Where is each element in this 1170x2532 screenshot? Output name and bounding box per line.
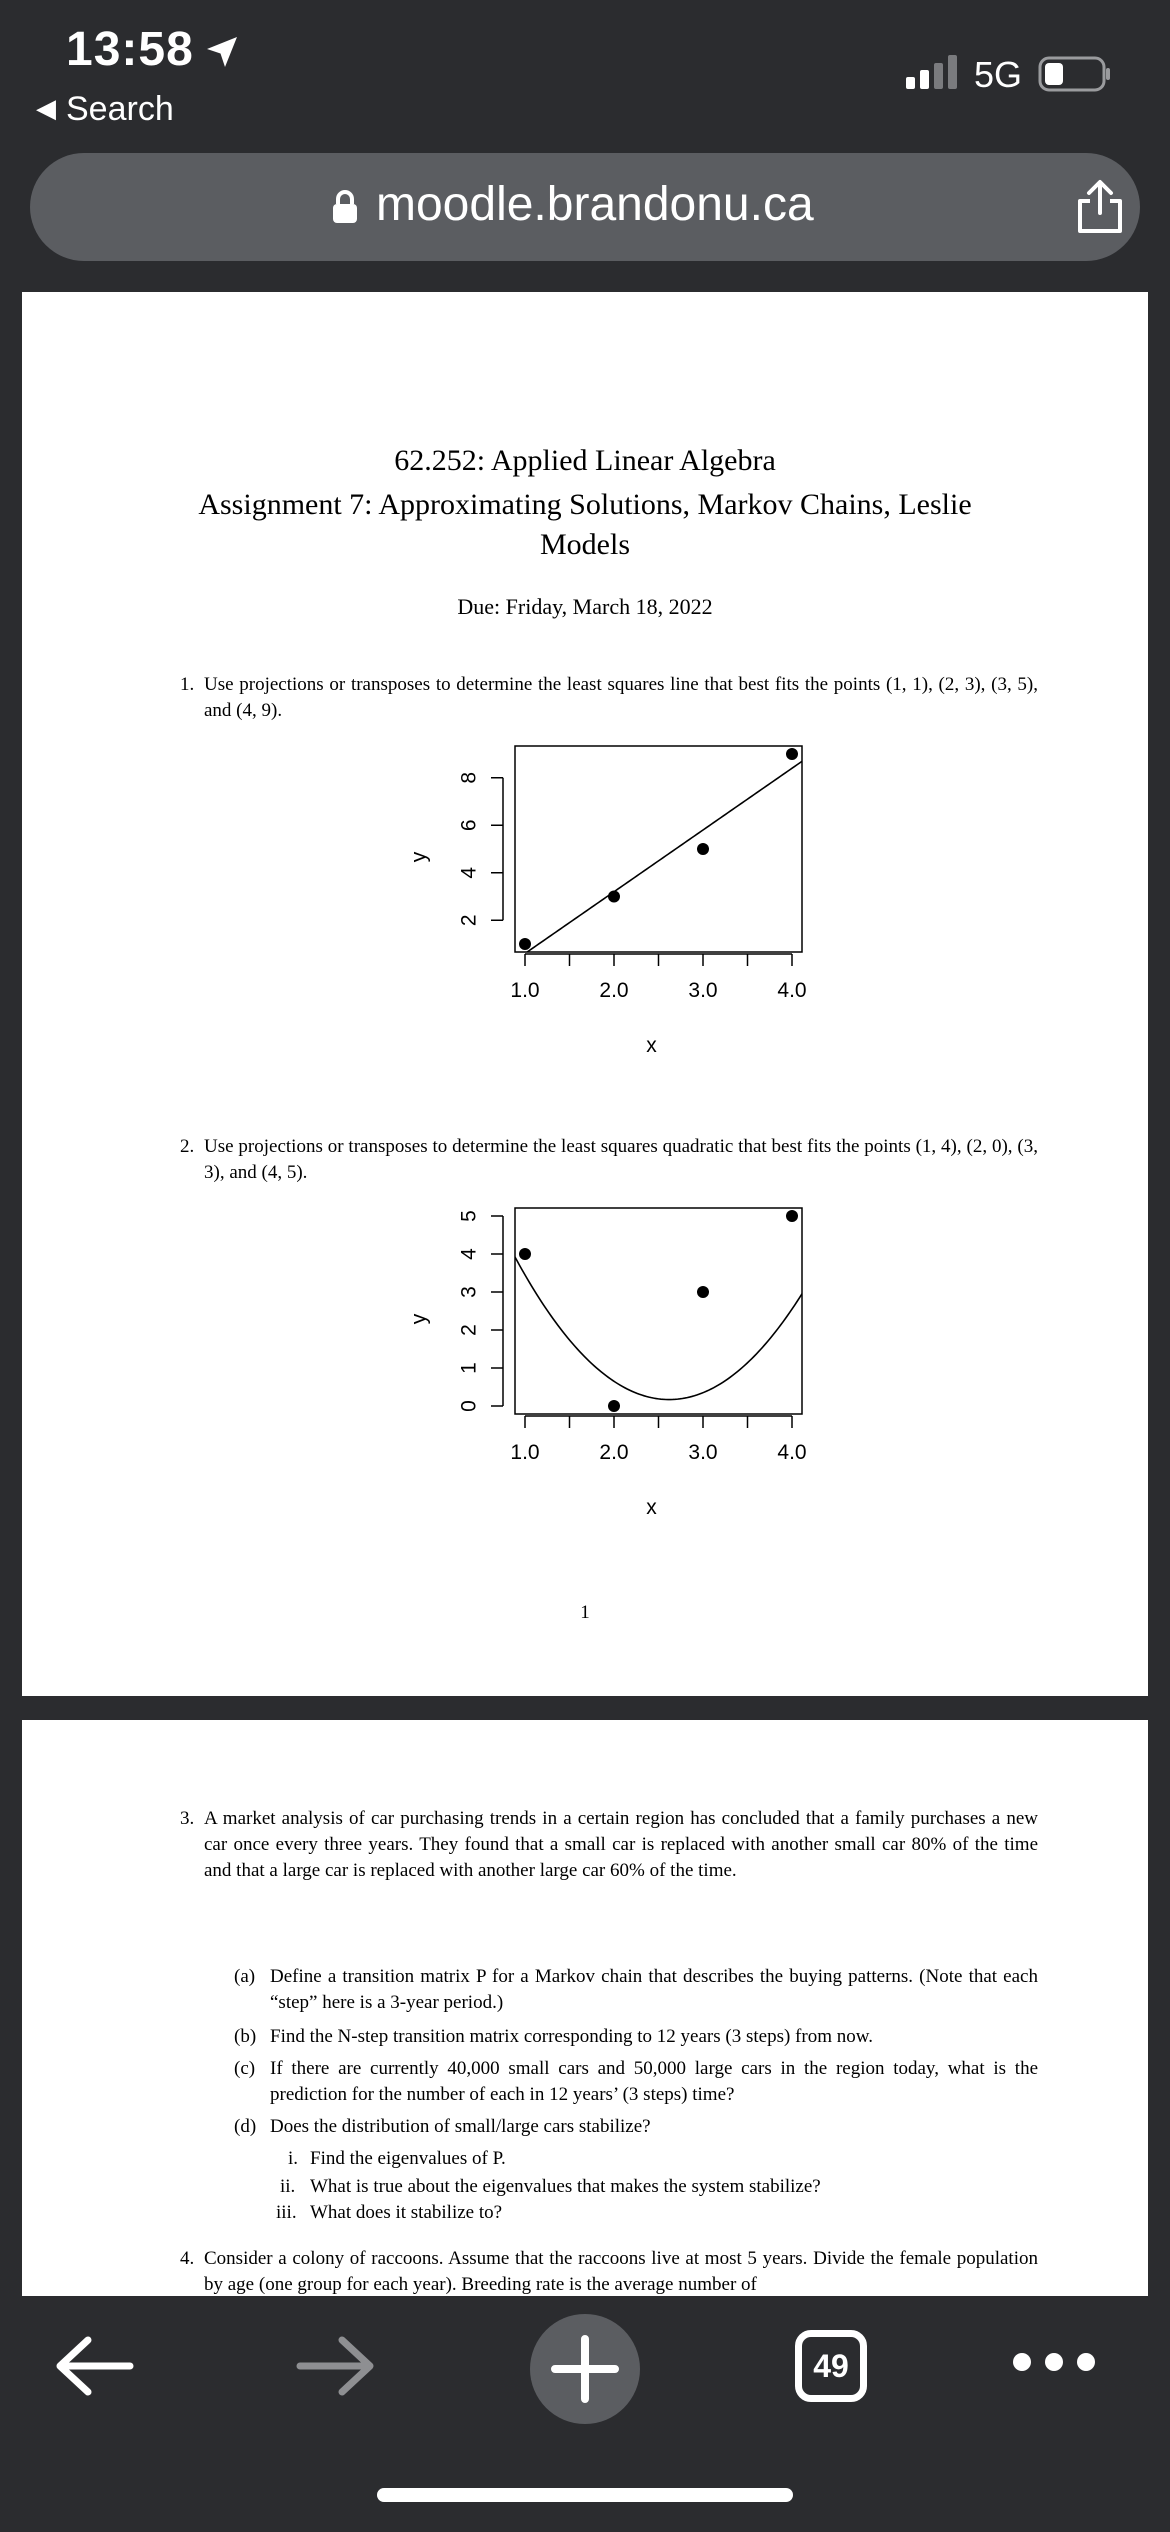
- problem-text: Use projections or transposes to determine the least squares quadratic that best fits the points (1, 4), (2, 0), (3, 3), and (4, 5).: [204, 1136, 1038, 1183]
- back-to-app-button[interactable]: [36, 90, 174, 129]
- x-tick-label: 3.0: [688, 1441, 718, 1464]
- problem-3d-i: [286, 2146, 1038, 2172]
- x-tick-label: 2.0: [599, 979, 629, 1002]
- part-label: (a): [234, 1966, 256, 1987]
- problem-number: 3.: [180, 1808, 195, 1829]
- battery-icon: [1038, 56, 1112, 92]
- lock-icon: [332, 190, 358, 224]
- new-tab-button[interactable]: [530, 2314, 640, 2424]
- y-tick-label: 5: [457, 1210, 481, 1222]
- plus-icon: [530, 2314, 640, 2424]
- url-text: moodle.brandonu.ca: [376, 178, 814, 231]
- y-tick-label: 2: [457, 914, 481, 927]
- part-text: If there are currently 40,000 small cars and 50,000 large cars in the region today, what is the prediction for the number of each in 12 years’ (3 steps) time?: [270, 2058, 1038, 2105]
- subpart-label: iii.: [276, 2202, 297, 2223]
- y-tick-label: 4: [457, 866, 481, 879]
- subpart-text: What is true about the eigenvalues that makes the system stabilize?: [310, 2176, 821, 2197]
- x-tick-label: 1.0: [510, 979, 540, 1002]
- x-tick-label: 3.0: [688, 979, 718, 1002]
- y-tick-label: 6: [457, 819, 481, 832]
- tabs-button[interactable]: 49: [795, 2330, 867, 2402]
- pdf-viewer[interactable]: [0, 290, 1170, 2296]
- y-tick-label: 3: [457, 1286, 481, 1298]
- location-arrow-icon: [204, 34, 240, 70]
- y-tick-label: 1: [457, 1362, 481, 1374]
- part-text: Does the distribution of small/large cars stabilize?: [270, 2116, 651, 2137]
- back-triangle-icon: ◀: [36, 93, 56, 123]
- more-icon[interactable]: [1004, 2342, 1104, 2382]
- page-number: 1: [580, 1602, 590, 1623]
- part-label: (c): [234, 2058, 256, 2079]
- problem-3b: [236, 2024, 1038, 2050]
- subpart-text: Find the eigenvalues of P.: [310, 2148, 506, 2169]
- signal-icon: [906, 55, 960, 91]
- problem-number: 2.: [180, 1136, 195, 1157]
- status-bar: [0, 0, 1170, 150]
- x-axis-label: x: [646, 1034, 657, 1057]
- problem-number: 1.: [180, 674, 195, 695]
- document-assignment-title: Assignment 7: Approximating Solutions, Markov Chains, Leslie Models: [198, 488, 972, 561]
- address-bar[interactable]: [30, 153, 1140, 261]
- back-arrow-icon[interactable]: [50, 2326, 140, 2406]
- status-time: 13:58: [66, 23, 194, 76]
- subpart-text: What does it stabilize to?: [310, 2202, 503, 2223]
- problem-3d-iii: [276, 2200, 1038, 2226]
- home-indicator[interactable]: [377, 2488, 793, 2502]
- document-course-title: 62.252: Applied Linear Algebra: [394, 444, 776, 477]
- x-axis-label: x: [646, 1496, 657, 1519]
- problem-text: Use projections or transposes to determine the least squares line that best fits the points (1, 1), (2, 3), (3, 5), and (4, 9).: [204, 674, 1038, 721]
- problem-4: [180, 2246, 1038, 2296]
- part-text: Define a transition matrix P for a Markov chain that describes the buying patterns. (Note that each “step” here is a 3-year period.): [270, 1966, 1038, 2013]
- share-icon[interactable]: [1070, 177, 1130, 237]
- network-type: 5G: [974, 54, 1023, 95]
- problem-text: Consider a colony of raccoons. Assume that the raccoons live at most 5 years. Divide the female population by age (one group for each year). Breeding rate is the average number of: [204, 2248, 1038, 2295]
- x-tick-label: 4.0: [777, 1441, 807, 1464]
- y-axis-label: y: [407, 851, 431, 863]
- problem-3a: [236, 1964, 1038, 2016]
- y-tick-label: 8: [457, 771, 481, 784]
- problem-number: 4.: [180, 2248, 195, 2269]
- x-tick-label: 4.0: [777, 979, 807, 1002]
- y-axis-label: y: [407, 1313, 431, 1325]
- part-label: (b): [234, 2026, 257, 2047]
- x-tick-label: 1.0: [510, 1441, 540, 1464]
- problem-text: A market analysis of car purchasing trends in a certain region has concluded that a family purchases a new car once every three years. They found that a small car is replaced with another small car 80% of the time and that a large car is replaced with another large car 60% of the time.: [204, 1808, 1038, 1881]
- y-tick-label: 2: [457, 1324, 481, 1336]
- part-label: (d): [234, 2116, 257, 2137]
- subpart-label: ii.: [280, 2176, 296, 2197]
- back-to-app-label: Search: [66, 90, 174, 128]
- y-tick-label: 4: [457, 1248, 481, 1260]
- subpart-label: i.: [288, 2148, 299, 2169]
- part-text: Find the N-step transition matrix corresponding to 12 years (3 steps) from now.: [270, 2026, 873, 2047]
- problem-3d-ii: [276, 2174, 1038, 2200]
- forward-arrow-icon[interactable]: [290, 2326, 380, 2406]
- problem-3d: [236, 2114, 1038, 2140]
- problem-3c: [236, 2056, 1038, 2108]
- x-tick-label: 2.0: [599, 1441, 629, 1464]
- y-tick-label: 0: [457, 1400, 481, 1412]
- problem-3: [180, 1806, 1038, 1884]
- due-date: Due: Friday, March 18, 2022: [457, 594, 713, 619]
